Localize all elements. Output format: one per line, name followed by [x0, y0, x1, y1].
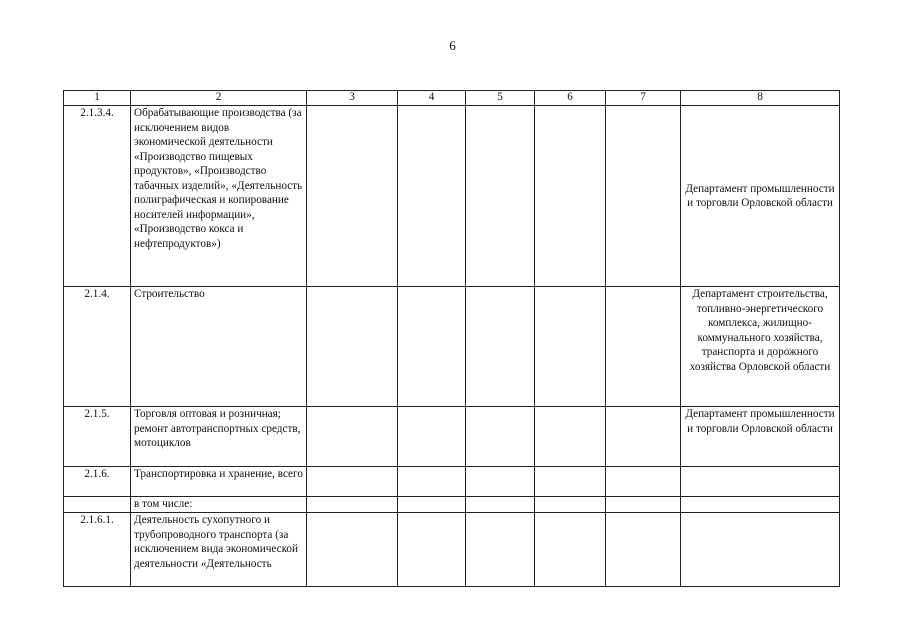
empty-cell: [398, 287, 466, 407]
empty-cell: [307, 467, 398, 497]
empty-cell: [466, 497, 535, 513]
empty-cell: [535, 513, 606, 587]
empty-cell: [606, 407, 681, 467]
row-name: Деятельность сухопутного и трубопроводного транспорта (за исключением вида экономической деятельности «Деятельность: [131, 513, 307, 587]
empty-cell: [398, 497, 466, 513]
table-row: [64, 287, 840, 407]
empty-cell: [466, 407, 535, 467]
page-number: 6: [449, 38, 456, 53]
row-name: Торговля оптовая и розничная; ремонт автотранспортных средств, мотоциклов: [131, 407, 307, 467]
table-row: [64, 513, 840, 587]
empty-cell: [535, 106, 606, 287]
column-header-5: 5: [466, 91, 535, 106]
empty-cell: [606, 467, 681, 497]
row-responsible: [681, 513, 840, 587]
empty-cell: [466, 513, 535, 587]
empty-cell: [307, 407, 398, 467]
empty-cell: [606, 497, 681, 513]
row-responsible: [681, 497, 840, 513]
empty-cell: [307, 287, 398, 407]
empty-cell: [606, 106, 681, 287]
table-row: [64, 407, 840, 467]
empty-cell: [466, 467, 535, 497]
row-name: в том числе:: [131, 497, 307, 513]
row-name: Строительство: [131, 287, 307, 407]
empty-cell: [398, 106, 466, 287]
column-header-6: 6: [535, 91, 606, 106]
empty-cell: [398, 513, 466, 587]
empty-cell: [535, 407, 606, 467]
column-header-2: 2: [131, 91, 307, 106]
column-header-7: 7: [606, 91, 681, 106]
column-header-4: 4: [398, 91, 466, 106]
header-row: [64, 91, 840, 106]
row-name: Обрабатывающие производства (за исключением видов экономической деятельности «Производство пищевых продуктов», «Производство табачных изделий», «Деятельность полиграфическая и копирование носителей информации», «Производство кокса и нефтепродуктов»): [131, 106, 307, 287]
column-header-8: 8: [681, 91, 840, 106]
row-responsible: Департамент промышленности и торговли Орловской области: [681, 407, 840, 467]
empty-cell: [398, 467, 466, 497]
table-row: [64, 497, 840, 513]
empty-cell: [398, 407, 466, 467]
row-code: 2.1.5.: [64, 407, 131, 467]
row-code: 2.1.6.1.: [64, 513, 131, 587]
indicators-table: [63, 90, 840, 587]
row-code: [64, 497, 131, 513]
empty-cell: [466, 287, 535, 407]
row-code: 2.1.6.: [64, 467, 131, 497]
row-responsible: Департамент строительства, топливно-энергетического комплекса, жилищно-коммунального хозяйства, транспорта и дорожного хозяйства Орловской области: [681, 287, 840, 407]
row-name: Транспортировка и хранение, всего: [131, 467, 307, 497]
empty-cell: [307, 106, 398, 287]
table-row: [64, 467, 840, 497]
empty-cell: [535, 287, 606, 407]
row-code: 2.1.4.: [64, 287, 131, 407]
column-header-3: 3: [307, 91, 398, 106]
row-responsible: Департамент промышленности и торговли Орловской области: [681, 106, 840, 287]
column-header-1: 1: [64, 91, 131, 106]
row-code: 2.1.3.4.: [64, 106, 131, 287]
empty-cell: [535, 467, 606, 497]
empty-cell: [606, 287, 681, 407]
empty-cell: [466, 106, 535, 287]
row-responsible: [681, 467, 840, 497]
empty-cell: [307, 513, 398, 587]
empty-cell: [606, 513, 681, 587]
table-row: [64, 106, 840, 287]
empty-cell: [307, 497, 398, 513]
empty-cell: [535, 497, 606, 513]
